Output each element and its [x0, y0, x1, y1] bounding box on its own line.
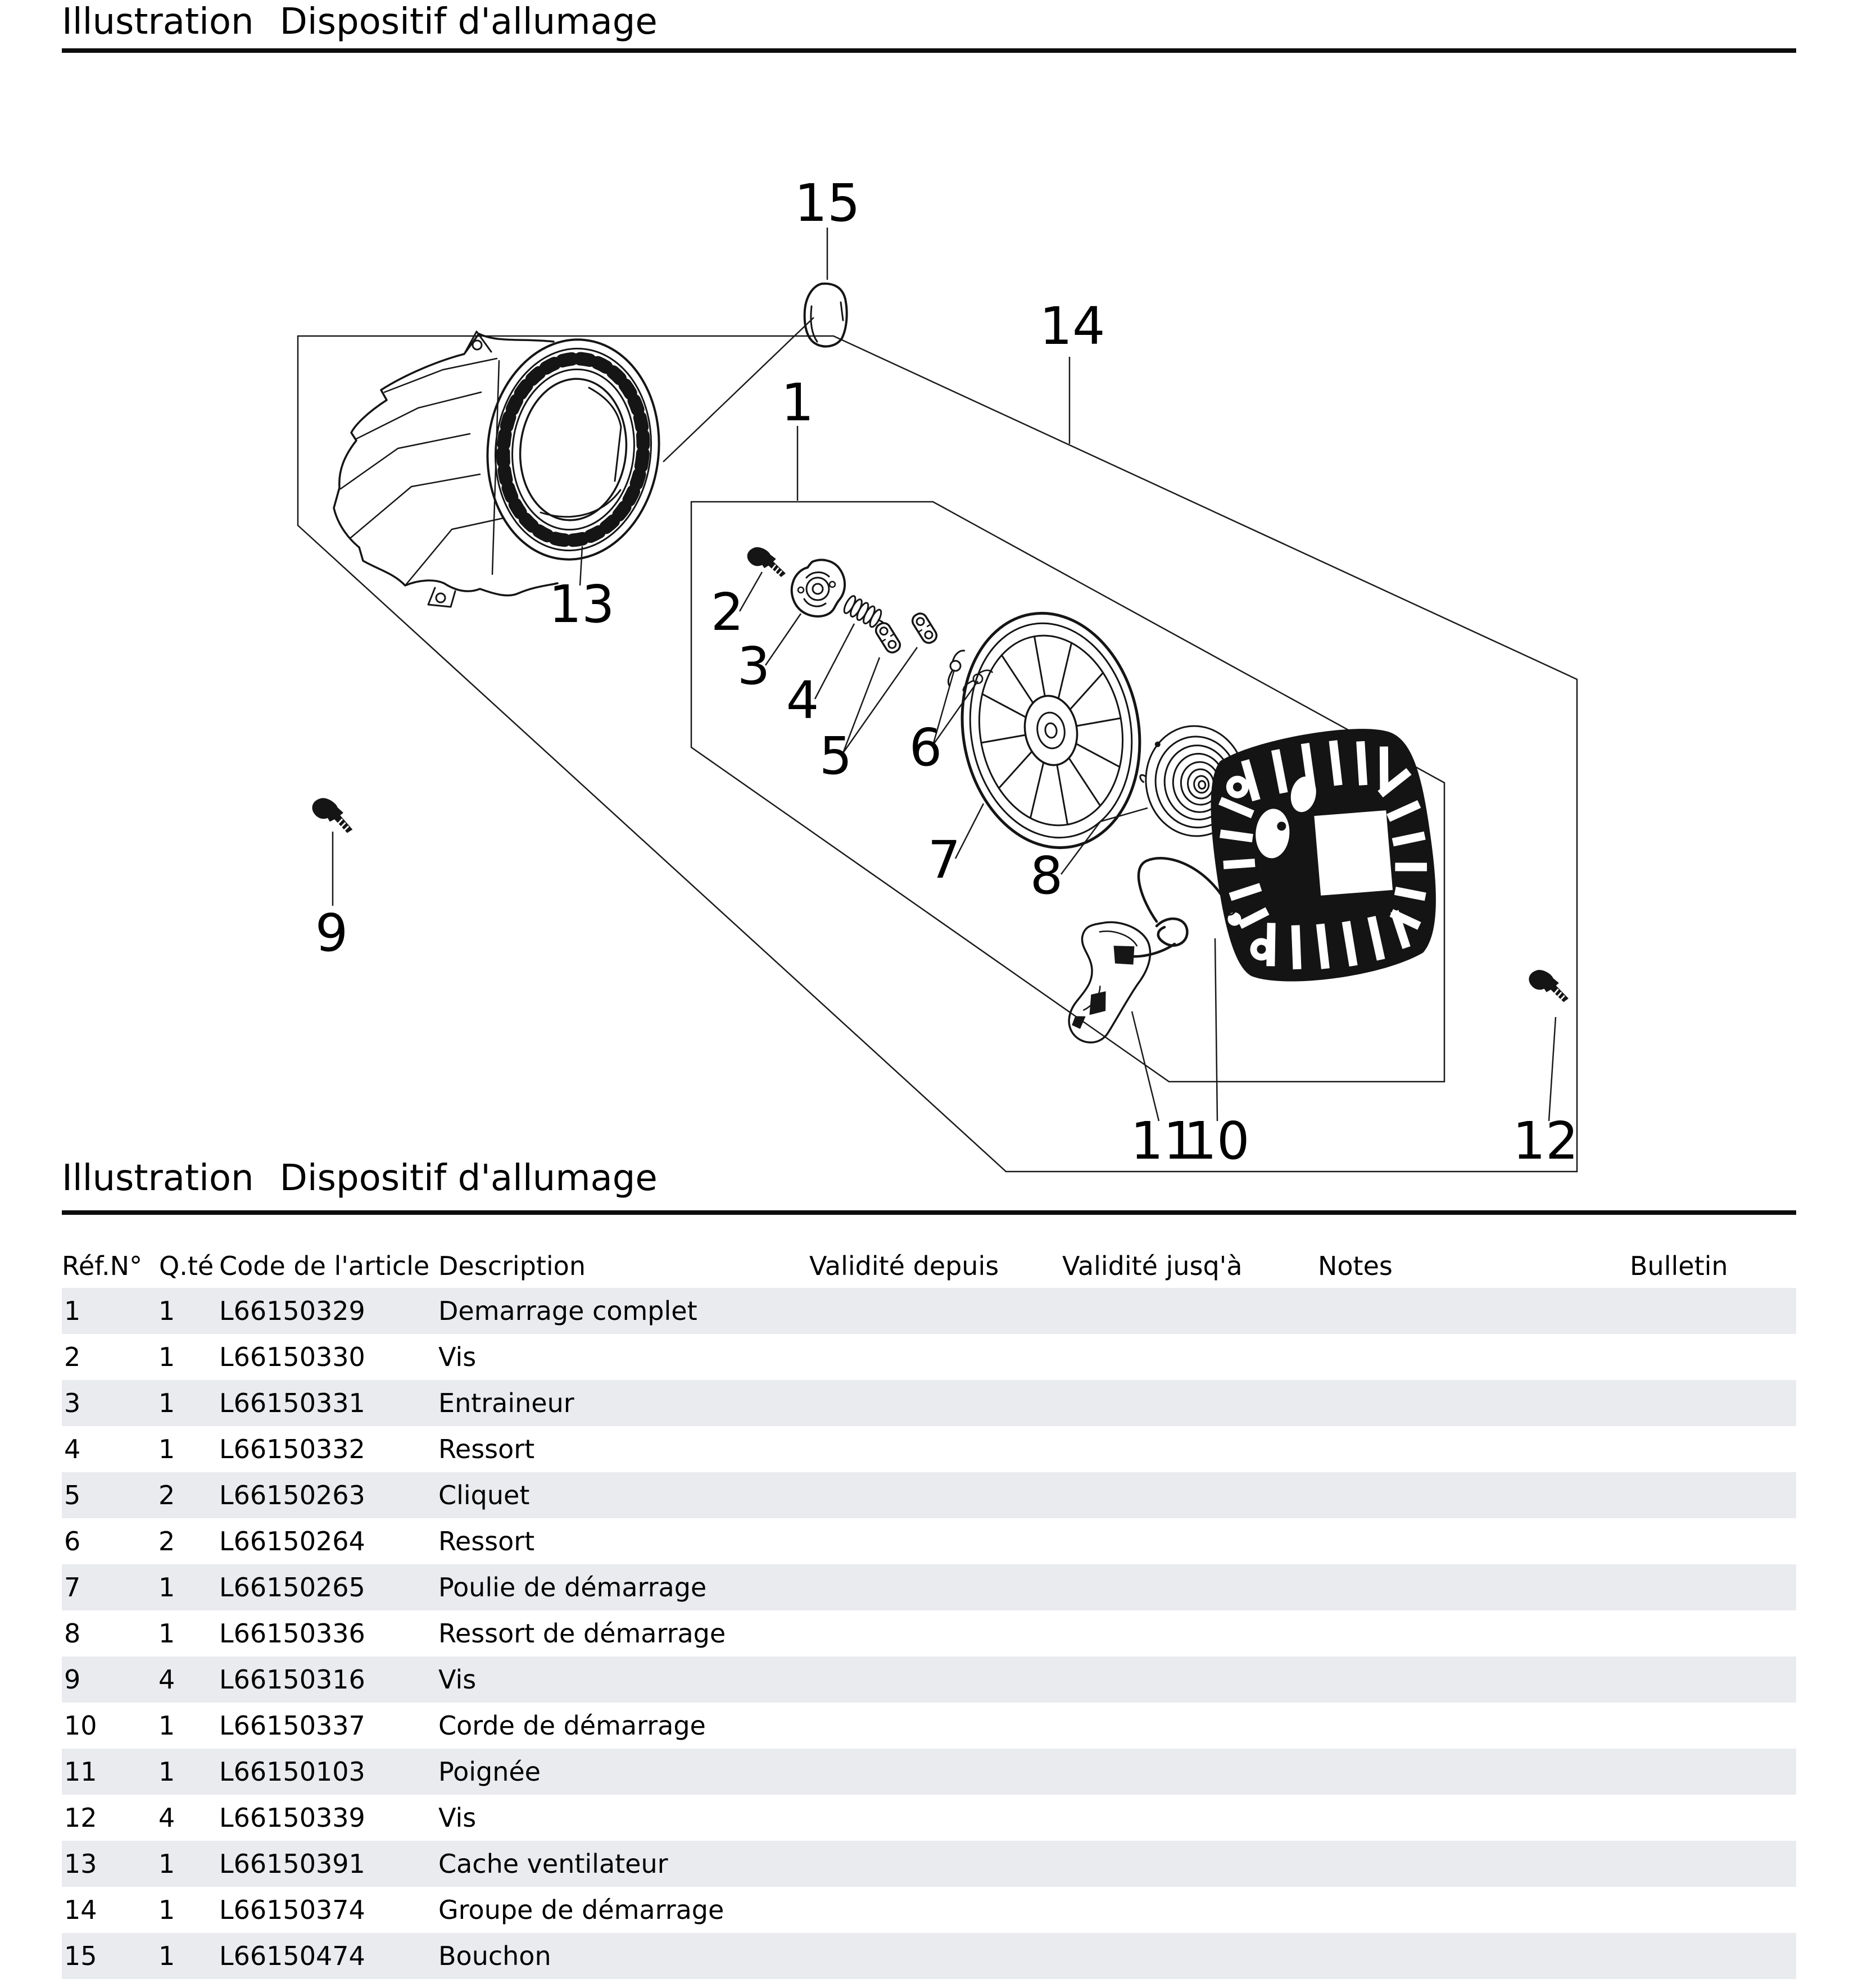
cell-code: L66150391: [219, 1849, 365, 1879]
handle-part: [1058, 915, 1157, 1052]
pawl-part-a: [873, 620, 903, 655]
col-header-qty: Q.té: [159, 1251, 214, 1281]
cap-part: [805, 284, 847, 347]
part-label-4: 4: [786, 670, 819, 730]
col-header-valid-from: Validité depuis: [809, 1251, 999, 1281]
table-row: [62, 1703, 1796, 1749]
cell-qty: 1: [158, 1849, 175, 1879]
cell-code: L66150474: [219, 1941, 365, 1971]
table-row: [62, 1887, 1796, 1933]
part-label-10: 10: [1184, 1111, 1250, 1171]
cell-description: Poulie de démarrage: [438, 1572, 707, 1603]
cell-qty: 2: [158, 1526, 175, 1556]
col-header-bulletin: Bulletin: [1630, 1251, 1728, 1281]
table-row: [62, 1656, 1796, 1703]
cell-description: Cache ventilateur: [438, 1849, 668, 1879]
cell-ref: 6: [64, 1526, 81, 1556]
leader-lines: [333, 228, 1556, 1121]
part-label-3: 3: [737, 636, 771, 696]
cell-ref: 1: [64, 1296, 81, 1326]
cell-description: Vis: [438, 1342, 477, 1372]
cell-qty: 1: [158, 1296, 175, 1326]
cell-code: L66150263: [219, 1480, 365, 1510]
part-label-2: 2: [710, 582, 744, 642]
col-header-code: Code de l'article: [219, 1251, 430, 1281]
cell-ref: 4: [64, 1434, 81, 1464]
cell-qty: 2: [158, 1480, 175, 1510]
cell-description: Cliquet: [438, 1480, 530, 1510]
pawl-part-b: [910, 611, 939, 645]
page-title-word2: Dispositif d'allumage: [279, 1, 658, 43]
cell-ref: 14: [64, 1895, 97, 1925]
cell-ref: 12: [64, 1803, 97, 1833]
cell-qty: 1: [158, 1572, 175, 1603]
cell-ref: 15: [64, 1941, 97, 1971]
cell-ref: 3: [64, 1388, 81, 1418]
part-label-15: 15: [794, 173, 860, 233]
cell-qty: 1: [158, 1895, 175, 1925]
cell-description: Corde de démarrage: [438, 1710, 706, 1741]
cell-code: L66150336: [219, 1618, 365, 1649]
cell-qty: 1: [158, 1941, 175, 1971]
cell-qty: 1: [158, 1434, 175, 1464]
screw-12-part: [1525, 965, 1574, 1005]
cell-code: L66150265: [219, 1572, 365, 1603]
table-row: [62, 1749, 1796, 1795]
cell-code: L66150332: [219, 1434, 365, 1464]
table-row: [62, 1426, 1796, 1472]
cell-description: Ressort: [438, 1526, 535, 1556]
part-label-1: 1: [781, 373, 814, 433]
cell-ref: 9: [64, 1664, 81, 1695]
part-label-5: 5: [819, 726, 853, 786]
cell-code: L66150316: [219, 1664, 365, 1695]
cell-description: Vis: [438, 1803, 477, 1833]
cell-ref: 13: [64, 1849, 97, 1879]
cell-code: L66150103: [219, 1756, 365, 1787]
cell-qty: 1: [158, 1388, 175, 1418]
cell-code: L66150374: [219, 1895, 365, 1925]
table-row: [62, 1795, 1796, 1841]
col-header-notes: Notes: [1318, 1251, 1393, 1281]
screw-2-part: [744, 543, 791, 580]
col-header-description: Description: [438, 1251, 586, 1281]
section-title-word2: Dispositif d'allumage: [279, 1158, 658, 1199]
cell-code: L66150330: [219, 1342, 365, 1372]
part-label-7: 7: [927, 830, 961, 890]
cell-description: Vis: [438, 1664, 477, 1695]
table-row: [62, 1288, 1796, 1334]
cell-description: Ressort: [438, 1434, 535, 1464]
cell-qty: 4: [158, 1664, 175, 1695]
section-title-word1: Illustration: [62, 1158, 254, 1199]
cell-qty: 4: [158, 1803, 175, 1833]
cell-ref: 8: [64, 1618, 81, 1649]
cell-description: Groupe de démarrage: [438, 1895, 724, 1925]
cell-ref: 10: [64, 1710, 97, 1741]
cell-code: L66150331: [219, 1388, 365, 1418]
cell-qty: 1: [158, 1618, 175, 1649]
cell-code: L66150339: [219, 1803, 365, 1833]
cell-description: Demarrage complet: [438, 1296, 697, 1326]
table-row: [62, 1334, 1796, 1380]
cell-description: Entraineur: [438, 1388, 574, 1418]
cell-description: Bouchon: [438, 1941, 551, 1971]
cell-description: Poignée: [438, 1756, 541, 1787]
table-row: [62, 1472, 1796, 1518]
cell-ref: 7: [64, 1572, 81, 1603]
page-title-word1: Illustration: [62, 1, 254, 43]
starter-pulley-part: [944, 599, 1158, 862]
cell-code: L66150329: [219, 1296, 365, 1326]
starter-housing-part: [1199, 719, 1448, 992]
part-label-9: 9: [315, 903, 348, 963]
cell-ref: 11: [64, 1756, 97, 1787]
cell-qty: 1: [158, 1710, 175, 1741]
cell-description: Ressort de démarrage: [438, 1618, 726, 1649]
part-label-8: 8: [1030, 846, 1063, 906]
part-label-11: 11: [1130, 1111, 1197, 1171]
table-row: [62, 1933, 1796, 1979]
col-header-ref: Réf.N°: [62, 1251, 143, 1281]
table-row: [62, 1841, 1796, 1887]
screw-9-part: [309, 793, 360, 837]
fan-cover-part: [334, 331, 670, 607]
part-label-14: 14: [1039, 296, 1105, 356]
cell-qty: 1: [158, 1342, 175, 1372]
table-row: [62, 1610, 1796, 1656]
part-label-13: 13: [549, 574, 615, 634]
cell-ref: 2: [64, 1342, 81, 1372]
section-rule: [62, 1210, 1796, 1215]
cell-code: L66150337: [219, 1710, 365, 1741]
table-row: [62, 1380, 1796, 1426]
cell-code: L66150264: [219, 1526, 365, 1556]
cell-qty: 1: [158, 1756, 175, 1787]
small-spring-part-a: [940, 650, 974, 686]
part-label-12: 12: [1512, 1111, 1579, 1171]
table-row: [62, 1518, 1796, 1564]
cell-ref: 5: [64, 1480, 81, 1510]
driver-part: [792, 560, 845, 616]
section-title: [62, 1158, 658, 1199]
table-row: [62, 1564, 1796, 1610]
col-header-valid-until: Validité jusq'à: [1062, 1251, 1243, 1281]
part-label-6: 6: [909, 718, 942, 778]
part-labels: [315, 173, 1579, 1171]
